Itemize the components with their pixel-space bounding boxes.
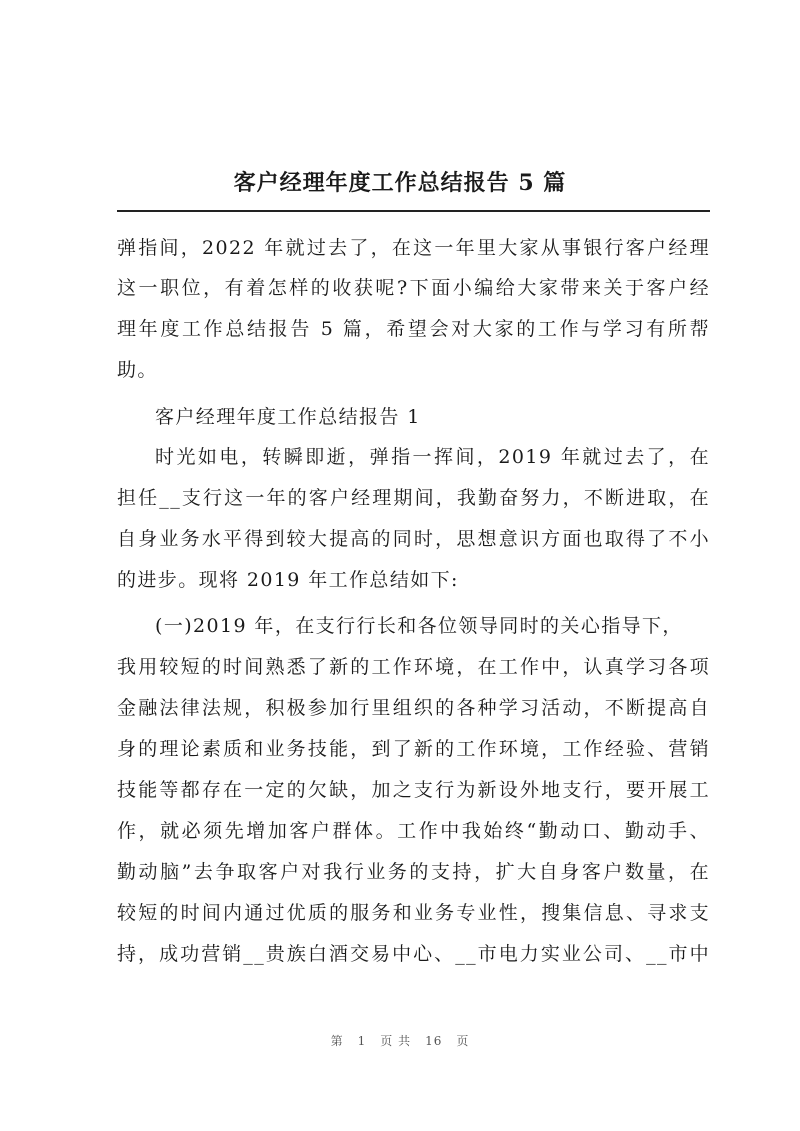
paragraph-line: 自身业务水平得到较大提高的同时，思想意识方面也取得了不小: [117, 528, 710, 550]
paragraph-line: 技能等都存在一定的欠缺，加之支行为新设外地支行，要开展工: [117, 779, 710, 801]
paragraph-line: 这一职位，有着怎样的收获呢?下面小编给大家带来关于客户经: [117, 277, 710, 299]
footer-page-suffix: 页: [456, 1034, 470, 1048]
paragraph-line: 弹指间，2022 年就过去了，在这一年里大家从事银行客户经理: [117, 237, 710, 259]
footer-page-number: 1: [357, 1034, 367, 1048]
paragraph-line: 作，就必须先增加客户群体。工作中我始终“勤动口、勤动手、: [117, 820, 710, 842]
paragraph-line: 的进步。现将 2019 年工作总结如下:: [117, 569, 459, 591]
paragraph-line: 担任__支行这一年的客户经理期间，我勤奋努力，不断进取，在: [117, 487, 710, 509]
paragraph-line: 金融法律法规，积极参加行里组织的各种学习活动，不断提高自: [117, 697, 710, 719]
title-divider: [117, 210, 710, 212]
paragraph-line: 持，成功营销__贵族白酒交易中心、__市电力实业公司、__市中: [117, 943, 710, 965]
paragraph-line: 身的理论素质和业务技能，到了新的工作环境，工作经验、营销: [117, 738, 710, 760]
paragraph-line: 助。: [117, 359, 158, 381]
paragraph-line: (一)2019 年，在支行行长和各位领导同时的关心指导下，: [155, 615, 683, 637]
footer-total-pages: 16: [425, 1034, 443, 1048]
section-heading: 客户经理年度工作总结报告 1: [155, 406, 421, 428]
paragraph-line: 理年度工作总结报告 5 篇，希望会对大家的工作与学习有所帮: [117, 318, 710, 340]
page-footer: [0, 1032, 800, 1049]
footer-page-label: 第: [330, 1034, 344, 1048]
paragraph-line: 较短的时间内通过优质的服务和业务专业性，搜集信息、寻求支: [117, 902, 710, 924]
document-title: 客户经理年度工作总结报告 5 篇: [233, 170, 567, 196]
paragraph-line: 勤动脑”去争取客户对我行业务的支持，扩大自身客户数量，在: [117, 861, 710, 883]
paragraph-line: 我用较短的时间熟悉了新的工作环境，在工作中，认真学习各项: [117, 656, 710, 678]
paragraph-line: 时光如电，转瞬即逝，弹指一挥间，2019 年就过去了，在: [155, 446, 710, 468]
footer-page-mid: 页 共: [380, 1034, 412, 1048]
